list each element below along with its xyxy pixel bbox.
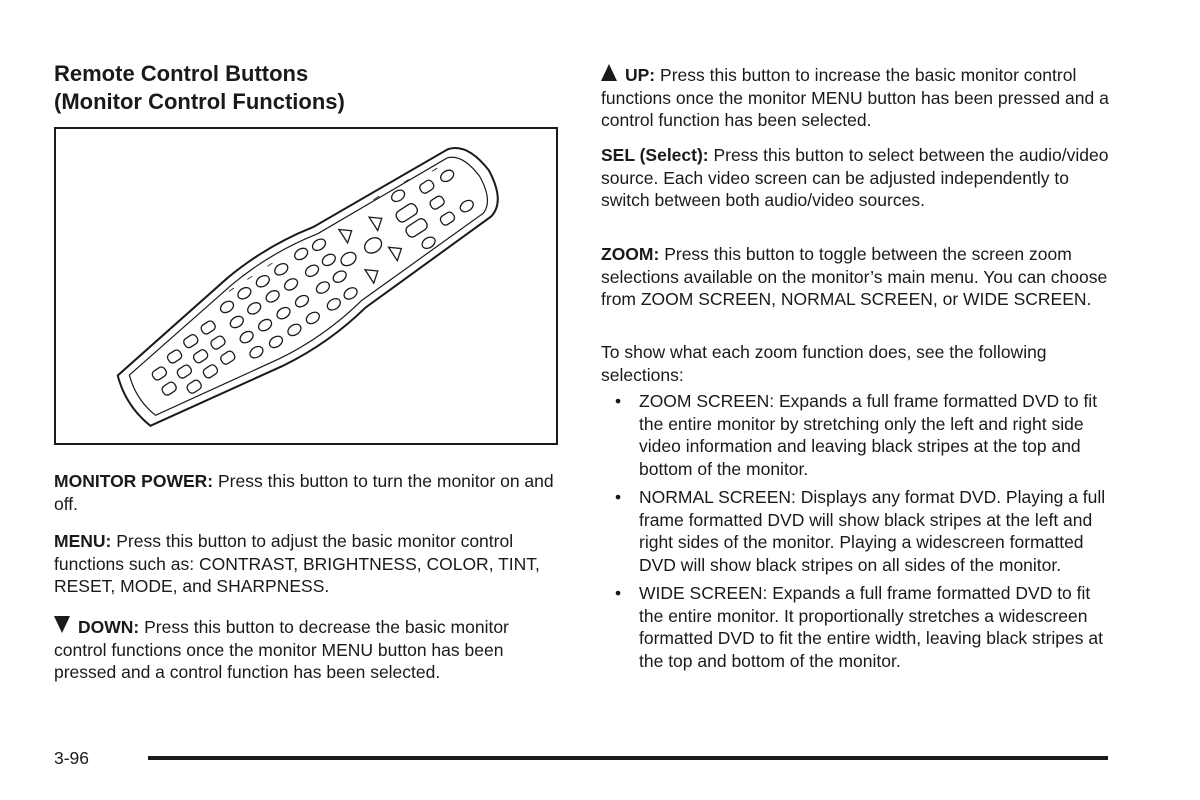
bullet-text: WIDE SCREEN: Expands a full frame formatted DVD to fit the entire monitor. It proportionally stretches a widescreen formatted DVD to fit the entire width, leaving black stripes at the top and bottom of the monitor.	[639, 583, 1103, 671]
down-label: DOWN:	[78, 617, 140, 637]
monitor-power-label: MONITOR POWER:	[54, 471, 214, 491]
zoom-paragraph	[601, 243, 1111, 311]
title-line-2: (Monitor Control Functions)	[54, 89, 345, 114]
remote-control-illustration	[56, 129, 556, 443]
bullet-icon: •	[615, 487, 622, 507]
list-item	[601, 390, 1111, 480]
menu-text: Press this button to adjust the basic monitor control functions such as: CONTRAST, BRIGHTNESS, COLOR, TINT, RESET, MODE, and SHARPNESS.	[54, 531, 540, 596]
footer-rule	[148, 756, 1108, 760]
list-item	[601, 582, 1111, 672]
sel-paragraph	[601, 144, 1111, 212]
monitor-power-text: Press this button to turn the monitor on and off.	[54, 471, 554, 514]
up-text: Press this button to increase the basic monitor control functions once the monitor MENU button has been pressed and a control function has been selected.	[601, 65, 1109, 130]
bullet-icon: •	[615, 391, 622, 411]
zoom-options-list	[601, 390, 1111, 678]
down-paragraph	[54, 616, 559, 684]
bullet-icon: •	[615, 583, 622, 603]
sel-text: Press this button to select between the audio/video source. Each video screen can be adjusted independently to switch between both audio/video sources.	[601, 145, 1109, 210]
page-number: 3-96	[54, 748, 90, 768]
sel-label: SEL (Select):	[601, 145, 709, 165]
zoom-text: Press this button to toggle between the screen zoom selections available on the monitor’s main menu. You can choose from ZOOM SCREEN, NORMAL SCREEN, or WIDE SCREEN.	[601, 244, 1108, 309]
up-paragraph	[601, 64, 1111, 132]
list-item	[601, 486, 1111, 576]
remote-control-figure	[54, 127, 558, 445]
remote-body	[100, 129, 518, 443]
bullet-text: NORMAL SCREEN: Displays any format DVD. Playing a full frame formatted DVD will show black stripes at the left and right sides of the monitor. Playing a widescreen formatted DVD will show black stripes on all sides of the monitor.	[639, 487, 1106, 575]
monitor-power-paragraph	[54, 470, 559, 515]
zoom-intro: To show what each zoom function does, see the following selections:	[601, 342, 1047, 385]
bullet-text: ZOOM SCREEN: Expands a full frame formatted DVD to fit the entire monitor by stretching only the left and right side video information and leaving black stripes at the top and bottom of the monitor.	[639, 391, 1098, 479]
title-line-1: Remote Control Buttons	[54, 61, 309, 86]
up-arrow-icon	[601, 64, 617, 81]
menu-label: MENU:	[54, 531, 112, 551]
menu-paragraph	[54, 530, 559, 598]
up-label: UP:	[625, 65, 656, 85]
zoom-label: ZOOM:	[601, 244, 660, 264]
page-title	[54, 60, 345, 116]
down-text: Press this button to decrease the basic monitor control functions once the monitor MENU button has been pressed and a control function has been selected.	[54, 617, 509, 682]
down-arrow-icon	[54, 616, 70, 633]
